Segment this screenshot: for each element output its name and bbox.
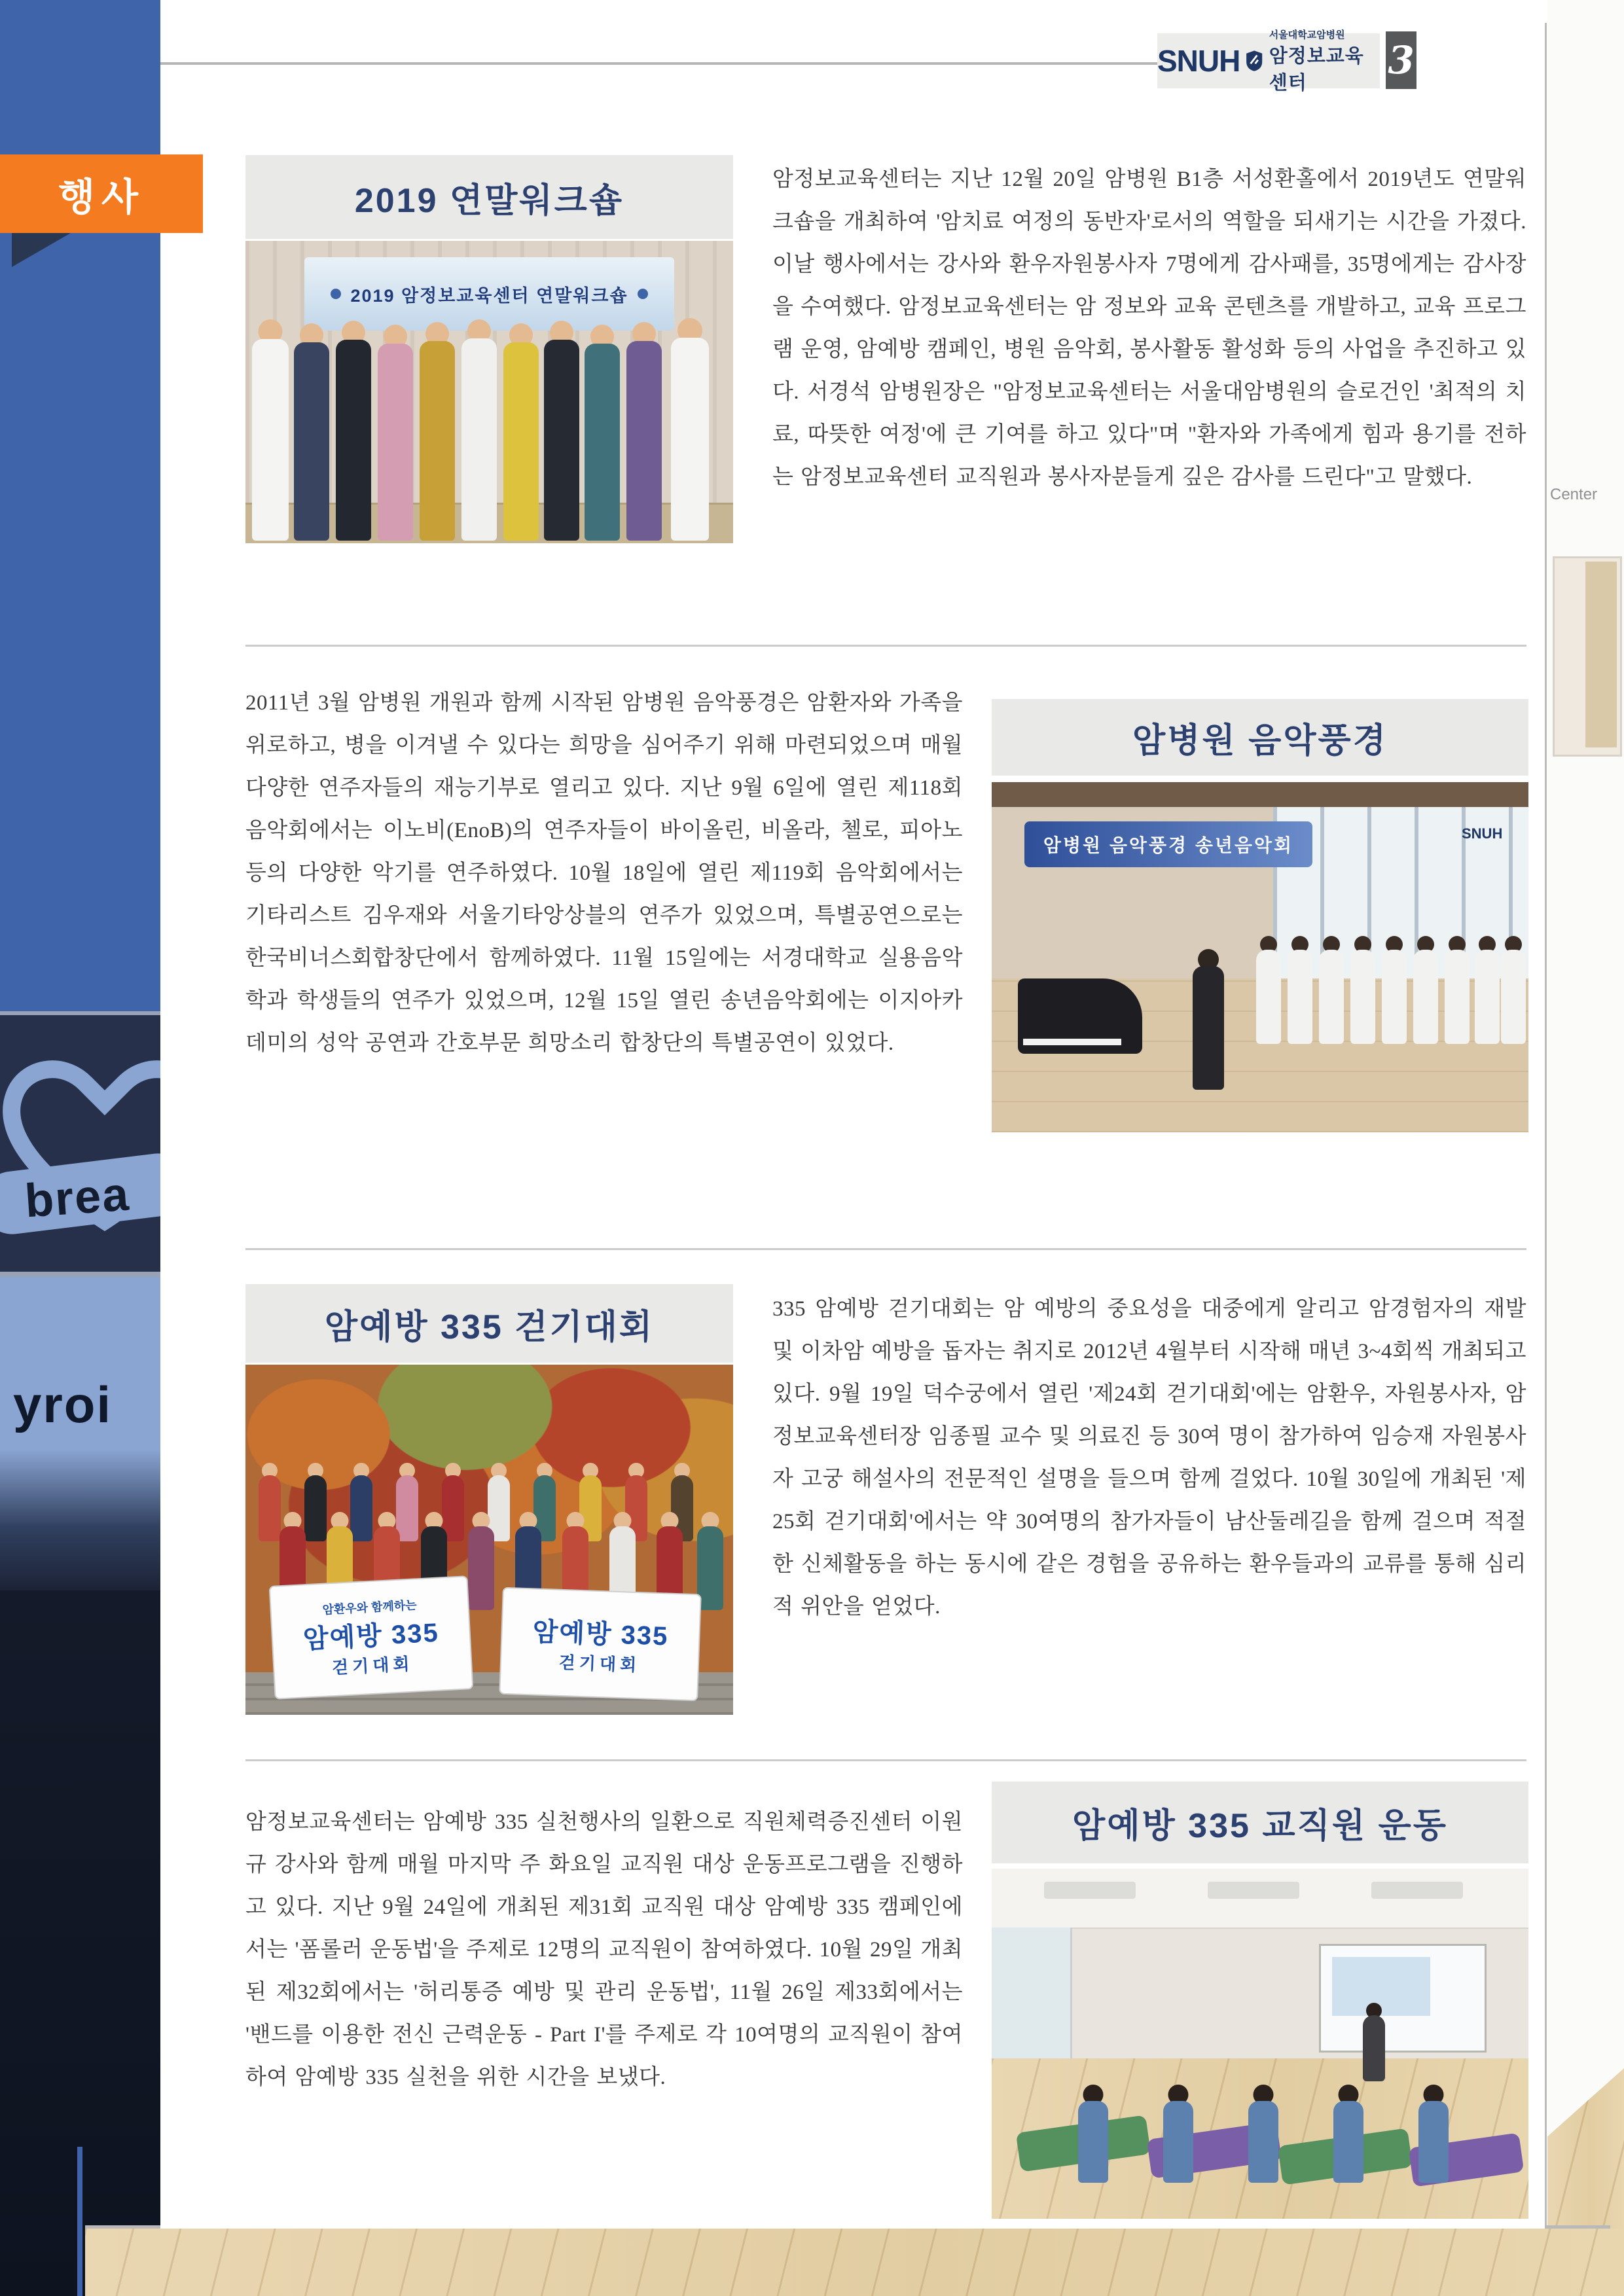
paragraph-walk: 335 암예방 걷기대회는 암 예방의 중요성을 대중에게 알리고 암경험자의 재발 및 이차암 예방을 돕자는 취지로 2012년 4월부터 시작해 매년 3~4회씩 개최되고 있다. 9월 19일 덕수궁에서 열린 '제24회 걷기대회'에는 암환우, 자원봉사자, 암정보교육센터장 임종필 교수 및 의료진 등 30여 명이 참가하여 임승재 자원봉사자 고궁 해설사의 전문적인 설명을 들으며 함께 걸었다. 10월 30일에 개최된 '제25회 걷기대회'에서는 약 30여명의 참가자들이 남산둘레길을 함께 걸으며 적절한 신체활동을 하는 동시에 같은 경험을 공유하는 환우들과의 교류를 통해 심리적 위안을 얻었다. [772,1297,1526,1619]
snuh-logo-text: SNUH [1157,44,1240,78]
person-body [1193,966,1224,1090]
person-body [336,340,370,541]
person-body [626,341,661,541]
flag-left-top-text: 암환우와 함께하는 [322,1598,418,1617]
title-walk-label: 암예방 335 걷기대회 [324,1308,655,1346]
person-body [1418,2101,1449,2183]
title-exercise-label: 암예방 335 교직원 운동 [1072,1807,1448,1845]
flag-left-main-text: 암예방 335 [302,1618,440,1655]
music-banner-text: 암병원 음악풍경 송년음악회 [1043,835,1294,855]
person-figure [1380,936,1408,1044]
ceiling-light-2 [1208,1882,1299,1899]
person-body [378,344,412,541]
page-number-box [1386,31,1416,89]
person-body [585,344,619,541]
person-figure [1412,936,1439,1044]
ceiling-light-3 [1371,1882,1463,1899]
person-figure [293,323,331,541]
person-figure [1247,2085,1280,2183]
paragraph-exercise: 암정보교육센터는 암예방 335 실천행사의 일환으로 직원체력증진센터 이원규 강사와 함께 매월 마지막 주 화요일 교직원 대상 운동프로그램을 진행하고 있다. 지난 9월 24일에 개최된 제31회 교직원 대상 암예방 335 캠페인에서는 '폼롤러 운동법'을 주제로 12명의 교직원이 참여하였다. 10월 29일 개최된 제32회에서는 '허리통증 예방 및 관리 운동법', 11월 26일 제33회에서는 '밴드를 이용한 전신 근력운동 - Part I'를 주제로 각 10여명의 교직원이 참여하여 암예방 335 실천을 위한 시간을 보냈다. [245,1810,963,2089]
person-body [1256,950,1282,1044]
person-body [1163,2101,1193,2183]
person-figure [1318,936,1345,1044]
right-strip-label: Center [1550,486,1598,503]
exercise-window [992,1928,1072,2058]
section-separator-1 [245,645,1526,647]
person-figure [625,322,663,541]
person-body [1445,950,1470,1044]
person-body [461,338,496,541]
workshop-banner-text: 2019 암정보교육센터 연말워크숍 [350,285,628,306]
person-body [468,1526,495,1610]
org-name-small: 서울대학교암병원 [1269,29,1345,41]
sidebar-blue-area [0,0,160,1011]
person-figure [251,319,290,541]
person-figure [460,319,498,541]
person-body [1350,950,1376,1044]
exercise-ceiling [992,1869,1528,1929]
person-figure [543,321,581,541]
photo-exercise [992,1869,1528,2219]
title-workshop-label: 2019 연말워크숍 [354,181,624,220]
person-figure [376,325,414,541]
title-music-label: 암병원 음악풍경 [1132,722,1388,760]
snuh-shield-icon [1245,46,1263,75]
title-exercise [992,1782,1528,1863]
section-separator-2 [245,1248,1526,1250]
person-figure [1362,2003,1386,2081]
music-banner [1024,821,1312,867]
person-body [1475,950,1500,1044]
person-body [304,1475,327,1541]
person-figure [467,1512,496,1610]
org-name-big: 암정보교육센터 [1269,45,1364,94]
flag-right-main-text: 암예방 335 [532,1617,670,1651]
section-separator-3 [245,1759,1526,1761]
sign-word-thyroid: yroi [13,1376,113,1433]
photo-workshop [245,241,733,543]
person-body [1501,950,1526,1044]
paragraph-workshop: 암정보교육센터는 지난 12월 20일 암병원 B1층 서성환홀에서 2019년도 연말워크숍을 개최하여 '암치료 여정의 동반자'로서의 역할을 되새기는 시간을 가졌다. 이날 행사에서는 강사와 환우자원봉사자 7명에게 감사패를, 35명에게는 감사장을 수여했다. 암정보교육센터는 암 정보와 교육 콘텐츠를 개발하고, 교육 프로그램 운영, 암예방 캠페인, 병원 음악회, 봉사활동 활성화 등의 사업을 추진하고 있다. 서경석 암병원장은 "암정보교육센터는 서울대암병원의 슬로건인 '최적의 치료, 따뜻한 여정'에 큰 기여를 하고 있다"며 "환자와 가족에게 힘과 용기를 전하는 암정보교육센터 교직원과 봉사자분들게 깊은 감사를 드린다"고 말했다. [772,168,1526,489]
person-body [1288,950,1313,1044]
person-figure [418,322,456,541]
header-org-names [1269,27,1380,95]
person-body [420,341,454,541]
person-figure [1332,2085,1365,2183]
person-body [1413,950,1439,1044]
sidebar-sign-thyroid [0,1277,160,1590]
floor-photo [85,2229,1624,2296]
person-figure [1162,2085,1195,2183]
sidebar-sign-breast [0,1015,160,1272]
person-figure [583,325,621,541]
ceiling-light-1 [1044,1882,1136,1899]
person-body [671,338,708,541]
person-figure [1417,2085,1450,2183]
photo-walk [245,1365,733,1715]
person-body [1363,2015,1386,2081]
paragraph-music: 2011년 3월 암병원 개원과 함께 시작된 암병원 음악풍경은 암환자와 가족을 위로하고, 병을 이겨낼 수 있다는 희망을 심어주기 위해 마련되었으며 매월 다양한 연주자들의 재능기부로 열리고 있다. 지난 9월 6일에 열린 제118회 음악회에서는 이노비(EnoB)의 연주자들이 바이올린, 비올라, 첼로, 피아노 등의 다양한 악기를 연주하였다. 10월 18일에 열린 제119회 음악회에서는 기타리스트 김우재와 서울기타앙상블의 연주가 있었으며, 특별공연으로는 한국비너스회합창단에서 함께하였다. 11월 15일에는 서경대학교 실용음악학과 학생들의 연주가 있었으며, 12월 15일 열린 송년음악회에는 이지아카데미의 성악 공연과 간호부문 희망소리 합창단의 특별공연이 있었다. [245,691,963,1055]
person-figure [1286,936,1314,1044]
person-body [294,342,329,541]
person-body [544,340,579,541]
person-figure [334,321,372,541]
person-body [1319,950,1344,1044]
person-figure [1500,936,1527,1044]
banner-logo-dot-left [331,289,341,299]
right-photo-strip [1547,0,1624,2296]
person-figure [1473,936,1501,1044]
person-figure [1191,949,1225,1090]
person-figure [1443,936,1471,1044]
sidebar-blue-edge [77,2147,82,2296]
person-figure [1255,936,1282,1044]
person-figure [502,323,540,541]
walk-flag-left [269,1575,474,1700]
photo-music [992,782,1528,1132]
person-body [503,342,538,541]
person-body [1333,2101,1363,2183]
flag-left-sub-text: 걷기대회 [331,1653,414,1678]
section-tab-label: 행사 [58,176,145,219]
person-body [1382,950,1407,1044]
door-panel [1585,562,1617,747]
section-tab-events [0,154,203,233]
flag-right-sub-text: 걷기대회 [558,1652,641,1676]
title-workshop [245,155,733,239]
person-body [1078,2101,1108,2183]
person-body [252,339,288,541]
person-figure [670,318,710,541]
banner-logo-dot-right [638,289,648,299]
header-logo-box [1157,29,1380,94]
walk-flag-right [499,1587,702,1702]
music-wall-logo: SNUH [1462,825,1503,842]
ceiling-beam [992,782,1528,807]
sidebar-frame-line-2 [0,1272,160,1277]
person-figure [1349,936,1377,1044]
title-walk [245,1284,733,1363]
page-number: 3 [1388,38,1415,82]
left-photo-strip [0,0,160,2296]
title-music [992,699,1528,776]
person-body [1248,2101,1278,2183]
person-figure [1077,2085,1110,2183]
sign-word-breast: brea [23,1168,132,1228]
header-rule [160,62,1157,65]
piano-keys [1023,1039,1121,1045]
